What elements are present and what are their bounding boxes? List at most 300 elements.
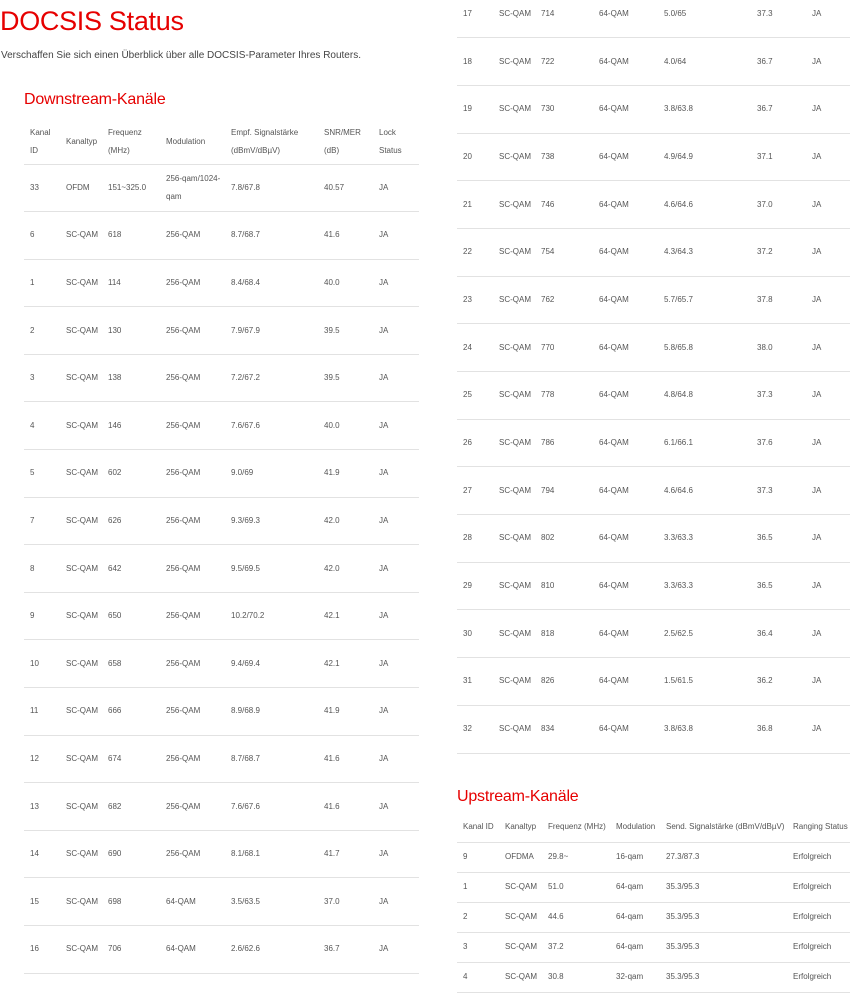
table-cell: SC-QAM xyxy=(499,438,531,448)
table-cell: 37.3 xyxy=(757,390,773,400)
downstream-row xyxy=(457,38,850,86)
table-cell: 256-QAM xyxy=(166,753,201,763)
downstream-header-row xyxy=(24,120,419,164)
page-subtitle: Verschaffen Sie sich einen Überblick über alle DOCSIS-Parameter Ihres Routers. xyxy=(1,50,361,61)
downstream-row xyxy=(24,545,419,593)
table-cell: SC-QAM xyxy=(499,724,531,734)
table-cell: 42.1 xyxy=(324,611,340,621)
table-cell: 3 xyxy=(30,373,35,383)
table-cell: 256-QAM xyxy=(166,325,201,335)
table-cell: 40.57 xyxy=(324,182,345,192)
table-cell: 4.0/64 xyxy=(664,56,687,66)
downstream-row xyxy=(24,307,419,355)
downstream-row xyxy=(24,688,419,736)
table-cell: SC-QAM xyxy=(505,972,537,981)
table-cell: 7.8/67.8 xyxy=(231,182,260,192)
downstream-row xyxy=(457,324,850,372)
table-cell: SC-QAM xyxy=(499,294,531,304)
table-cell: 36.2 xyxy=(757,676,773,686)
table-cell: JA xyxy=(379,611,389,621)
table-cell: 826 xyxy=(541,676,555,686)
table-cell: SC-QAM xyxy=(499,485,531,495)
table-cell: 786 xyxy=(541,438,555,448)
table-cell: 38.0 xyxy=(757,342,773,352)
table-cell: 810 xyxy=(541,581,555,591)
table-cell: 3.8/63.8 xyxy=(664,724,693,734)
upstream-row xyxy=(457,842,850,872)
table-cell: SC-QAM xyxy=(66,277,98,287)
table-cell: 3.5/63.5 xyxy=(231,896,260,906)
table-cell: SC-QAM xyxy=(66,896,98,906)
table-cell: SC-QAM xyxy=(66,944,98,954)
table-cell: 26 xyxy=(463,438,472,448)
table-cell: 42.1 xyxy=(324,658,340,668)
table-cell: 35.3/95.3 xyxy=(666,972,700,981)
upstream-header-row xyxy=(457,813,850,842)
table-cell: 1.5/61.5 xyxy=(664,676,693,686)
column-header: Kanaltyp xyxy=(505,822,537,832)
column-header: Empf. Signalstärke (dBmV/dBµV) xyxy=(231,127,299,155)
column-header: Frequenz (MHz) xyxy=(548,822,606,832)
table-cell: SC-QAM xyxy=(66,325,98,335)
table-cell: SC-QAM xyxy=(499,390,531,400)
column-header: Kanaltyp xyxy=(66,136,98,146)
table-cell: JA xyxy=(812,628,822,638)
table-cell: SC-QAM xyxy=(499,104,531,114)
table-cell: 30.8 xyxy=(548,972,564,981)
table-cell: 7.6/67.6 xyxy=(231,420,260,430)
table-cell: 256-QAM xyxy=(166,515,201,525)
table-cell: 15 xyxy=(30,896,39,906)
table-cell: 5.8/65.8 xyxy=(664,342,693,352)
table-cell: 9 xyxy=(463,852,468,861)
upstream-row xyxy=(457,902,850,932)
table-cell: SC-QAM xyxy=(66,801,98,811)
downstream-row xyxy=(457,419,850,467)
table-cell: JA xyxy=(812,8,822,18)
table-cell: 256-QAM xyxy=(166,611,201,621)
downstream-row xyxy=(457,0,850,38)
table-cell: SC-QAM xyxy=(499,151,531,161)
downstream-row xyxy=(24,354,419,402)
table-cell: 4.6/64.6 xyxy=(664,485,693,495)
table-cell: 151~325.0 xyxy=(108,182,147,192)
table-cell: 7.6/67.6 xyxy=(231,801,260,811)
table-cell: SC-QAM xyxy=(505,882,537,891)
table-cell: 37.2 xyxy=(757,247,773,257)
table-cell: SC-QAM xyxy=(66,515,98,525)
table-cell: 3.8/63.8 xyxy=(664,104,693,114)
column-header: Kanal ID xyxy=(463,822,494,832)
table-cell: 674 xyxy=(108,753,122,763)
table-cell: SC-QAM xyxy=(499,56,531,66)
table-cell: Erfolgreich xyxy=(793,972,832,981)
column-header: Send. Signalstärke (dBmV/dBµV) xyxy=(666,822,785,832)
table-cell: JA xyxy=(379,325,389,335)
table-cell: SC-QAM xyxy=(66,611,98,621)
table-cell: SC-QAM xyxy=(66,658,98,668)
table-cell: 770 xyxy=(541,342,555,352)
downstream-table-continued xyxy=(457,0,850,754)
table-cell: 64-QAM xyxy=(599,151,629,161)
table-cell: 3.3/63.3 xyxy=(664,533,693,543)
table-cell: JA xyxy=(379,706,389,716)
upstream-table xyxy=(457,813,850,993)
table-cell: 682 xyxy=(108,801,122,811)
table-cell: 2.6/62.6 xyxy=(231,944,260,954)
downstream-section-title: Downstream-Kanäle xyxy=(24,91,166,108)
table-cell: 39.5 xyxy=(324,373,340,383)
table-cell: 29 xyxy=(463,581,472,591)
downstream-row xyxy=(457,658,850,706)
table-cell: JA xyxy=(379,182,389,192)
table-cell: 36.7 xyxy=(757,104,773,114)
table-cell: 42.0 xyxy=(324,563,340,573)
table-cell: 40.0 xyxy=(324,277,340,287)
table-cell: 64-QAM xyxy=(599,247,629,257)
table-cell: 738 xyxy=(541,151,555,161)
downstream-row xyxy=(24,640,419,688)
table-cell: 36.4 xyxy=(757,628,773,638)
table-cell: 64-QAM xyxy=(599,628,629,638)
table-cell: 25 xyxy=(463,390,472,400)
table-cell: 16 xyxy=(30,944,39,954)
table-cell: 8.9/68.9 xyxy=(231,706,260,716)
page-title: DOCSIS Status xyxy=(0,6,184,36)
table-cell: 618 xyxy=(108,230,122,240)
table-cell: JA xyxy=(812,294,822,304)
downstream-row xyxy=(457,705,850,753)
downstream-row xyxy=(457,276,850,324)
table-cell: 1 xyxy=(463,882,468,891)
table-cell: 690 xyxy=(108,849,122,859)
table-cell: 4.6/64.6 xyxy=(664,199,693,209)
table-cell: 5 xyxy=(30,468,35,478)
table-cell: 39.5 xyxy=(324,325,340,335)
column-header: Kanal ID xyxy=(30,127,51,155)
downstream-row xyxy=(457,467,850,515)
table-cell: 2 xyxy=(463,912,468,921)
table-cell: 19 xyxy=(463,104,472,114)
table-cell: 64-QAM xyxy=(599,342,629,352)
table-cell: 17 xyxy=(463,8,472,18)
table-cell: SC-QAM xyxy=(66,849,98,859)
table-cell: 8.7/68.7 xyxy=(231,230,260,240)
table-cell: 256-QAM xyxy=(166,277,201,287)
table-cell: 8.4/68.4 xyxy=(231,277,260,287)
table-cell: 14 xyxy=(30,849,39,859)
column-header: Ranging Status xyxy=(793,822,848,832)
table-cell: 256-QAM xyxy=(166,706,201,716)
table-cell: 27.3/87.3 xyxy=(666,852,700,861)
table-cell: 64-QAM xyxy=(599,390,629,400)
downstream-row xyxy=(24,926,419,974)
table-cell: 33 xyxy=(30,182,39,192)
table-cell: 626 xyxy=(108,515,122,525)
table-cell: SC-QAM xyxy=(499,676,531,686)
table-cell: 41.6 xyxy=(324,753,340,763)
table-cell: 256-QAM xyxy=(166,420,201,430)
table-cell: 40.0 xyxy=(324,420,340,430)
table-cell: 32 xyxy=(463,724,472,734)
table-cell: 658 xyxy=(108,658,122,668)
table-cell: SC-QAM xyxy=(66,706,98,716)
table-cell: 37.1 xyxy=(757,151,773,161)
table-cell: JA xyxy=(379,944,389,954)
downstream-row xyxy=(24,783,419,831)
table-cell: 37.8 xyxy=(757,294,773,304)
table-cell: 36.8 xyxy=(757,724,773,734)
table-cell: JA xyxy=(379,896,389,906)
table-cell: 9.4/69.4 xyxy=(231,658,260,668)
table-cell: 256-qam/1024-qam xyxy=(166,173,221,201)
table-cell: 642 xyxy=(108,563,122,573)
table-cell: 37.3 xyxy=(757,8,773,18)
column-header: Lock Status xyxy=(379,127,402,155)
downstream-row xyxy=(457,181,850,229)
table-cell: JA xyxy=(812,533,822,543)
table-cell: 130 xyxy=(108,325,122,335)
table-cell: JA xyxy=(812,199,822,209)
table-cell: SC-QAM xyxy=(499,628,531,638)
table-cell: 7.9/67.9 xyxy=(231,325,260,335)
table-cell: 64-QAM xyxy=(599,294,629,304)
column-header: Modulation xyxy=(616,822,656,832)
table-cell: 37.2 xyxy=(548,942,564,951)
table-cell: 42.0 xyxy=(324,515,340,525)
table-cell: 41.9 xyxy=(324,468,340,478)
table-cell: JA xyxy=(379,658,389,668)
table-cell: JA xyxy=(379,753,389,763)
table-cell: 6.1/66.1 xyxy=(664,438,693,448)
table-cell: 10 xyxy=(30,658,39,668)
table-cell: 35.3/95.3 xyxy=(666,882,700,891)
table-cell: 31 xyxy=(463,676,472,686)
table-cell: JA xyxy=(812,56,822,66)
downstream-row xyxy=(24,830,419,878)
table-cell: 794 xyxy=(541,485,555,495)
column-header: Frequenz (MHz) xyxy=(108,127,142,155)
table-cell: 1 xyxy=(30,277,35,287)
table-cell: JA xyxy=(379,515,389,525)
table-cell: JA xyxy=(812,676,822,686)
table-cell: 64-QAM xyxy=(166,896,196,906)
table-cell: 64-QAM xyxy=(599,56,629,66)
table-cell: SC-QAM xyxy=(66,373,98,383)
table-cell: 2 xyxy=(30,325,35,335)
table-cell: 834 xyxy=(541,724,555,734)
table-cell: 8.7/68.7 xyxy=(231,753,260,763)
table-cell: SC-QAM xyxy=(66,563,98,573)
table-cell: 16-qam xyxy=(616,852,644,861)
table-cell: 64-qam xyxy=(616,912,644,921)
table-cell: 27 xyxy=(463,485,472,495)
table-cell: SC-QAM xyxy=(66,230,98,240)
table-cell: 256-QAM xyxy=(166,468,201,478)
table-cell: SC-QAM xyxy=(499,8,531,18)
table-cell: 36.7 xyxy=(324,944,340,954)
table-cell: 666 xyxy=(108,706,122,716)
table-cell: JA xyxy=(379,277,389,287)
upstream-section-title: Upstream-Kanäle xyxy=(457,788,579,805)
table-cell: 37.6 xyxy=(757,438,773,448)
table-cell: 51.0 xyxy=(548,882,564,891)
table-cell: 9.5/69.5 xyxy=(231,563,260,573)
table-cell: 650 xyxy=(108,611,122,621)
table-cell: 64-qam xyxy=(616,882,644,891)
table-cell: SC-QAM xyxy=(505,912,537,921)
downstream-row xyxy=(24,592,419,640)
table-cell: 36.5 xyxy=(757,533,773,543)
table-cell: 44.6 xyxy=(548,912,564,921)
downstream-row xyxy=(457,372,850,420)
table-cell: 64-QAM xyxy=(599,199,629,209)
table-cell: 18 xyxy=(463,56,472,66)
table-cell: SC-QAM xyxy=(66,468,98,478)
table-cell: 4.3/64.3 xyxy=(664,247,693,257)
table-cell: 7.2/67.2 xyxy=(231,373,260,383)
upstream-row xyxy=(457,932,850,962)
downstream-row xyxy=(24,212,419,260)
table-cell: 4 xyxy=(463,972,468,981)
table-cell: JA xyxy=(812,724,822,734)
downstream-row xyxy=(24,878,419,926)
table-cell: 762 xyxy=(541,294,555,304)
table-cell: JA xyxy=(812,104,822,114)
table-cell: 41.9 xyxy=(324,706,340,716)
table-cell: JA xyxy=(812,151,822,161)
downstream-row xyxy=(24,450,419,498)
table-cell: 714 xyxy=(541,8,555,18)
table-cell: 64-QAM xyxy=(599,581,629,591)
table-cell: Erfolgreich xyxy=(793,882,832,891)
table-cell: 7 xyxy=(30,515,35,525)
table-cell: 138 xyxy=(108,373,122,383)
table-cell: 37.0 xyxy=(324,896,340,906)
table-cell: 146 xyxy=(108,420,122,430)
upstream-row xyxy=(457,872,850,902)
table-cell: 35.3/95.3 xyxy=(666,912,700,921)
table-cell: 114 xyxy=(108,277,121,287)
table-cell: Erfolgreich xyxy=(793,852,832,861)
table-cell: 256-QAM xyxy=(166,230,201,240)
table-cell: 818 xyxy=(541,628,555,638)
column-header: SNR/MER (dB) xyxy=(324,127,361,155)
downstream-row xyxy=(457,228,850,276)
table-cell: JA xyxy=(379,230,389,240)
table-cell: 21 xyxy=(463,199,472,209)
table-cell: 37.3 xyxy=(757,485,773,495)
table-cell: 12 xyxy=(30,753,39,763)
table-cell: 64-QAM xyxy=(599,8,629,18)
table-cell: 32-qam xyxy=(616,972,644,981)
table-cell: 4 xyxy=(30,420,35,430)
table-cell: 41.6 xyxy=(324,801,340,811)
table-cell: 29.8~ xyxy=(548,852,569,861)
table-cell: 4.8/64.8 xyxy=(664,390,693,400)
table-cell: 730 xyxy=(541,104,555,114)
table-cell: 41.6 xyxy=(324,230,340,240)
table-cell: JA xyxy=(812,438,822,448)
table-cell: JA xyxy=(379,849,389,859)
table-cell: 5.7/65.7 xyxy=(664,294,693,304)
table-cell: 36.5 xyxy=(757,581,773,591)
table-cell: 20 xyxy=(463,151,472,161)
table-cell: 8.1/68.1 xyxy=(231,849,260,859)
table-cell: JA xyxy=(812,390,822,400)
table-cell: OFDM xyxy=(66,182,90,192)
table-cell: 602 xyxy=(108,468,122,478)
table-cell: 64-QAM xyxy=(166,944,196,954)
table-cell: Erfolgreich xyxy=(793,912,832,921)
table-cell: 10.2/70.2 xyxy=(231,611,265,621)
table-cell: 3.3/63.3 xyxy=(664,581,693,591)
upstream-row xyxy=(457,962,850,992)
table-cell: 256-QAM xyxy=(166,373,201,383)
table-cell: 11 xyxy=(30,706,39,716)
table-cell: 9 xyxy=(30,611,35,621)
table-cell: 13 xyxy=(30,801,39,811)
table-cell: JA xyxy=(812,581,822,591)
table-cell: 64-QAM xyxy=(599,438,629,448)
table-cell: SC-QAM xyxy=(499,581,531,591)
downstream-row xyxy=(24,259,419,307)
table-cell: 706 xyxy=(108,944,122,954)
table-cell: SC-QAM xyxy=(499,199,531,209)
table-cell: SC-QAM xyxy=(505,942,537,951)
table-cell: 64-QAM xyxy=(599,676,629,686)
table-cell: JA xyxy=(812,342,822,352)
table-cell: 9.0/69 xyxy=(231,468,254,478)
table-cell: 4.9/64.9 xyxy=(664,151,693,161)
table-cell: 36.7 xyxy=(757,56,773,66)
table-cell: 64-QAM xyxy=(599,533,629,543)
downstream-row xyxy=(457,85,850,133)
table-cell: 8 xyxy=(30,563,35,573)
table-cell: 28 xyxy=(463,533,472,543)
table-cell: 30 xyxy=(463,628,472,638)
table-cell: SC-QAM xyxy=(499,247,531,257)
table-cell: 64-QAM xyxy=(599,485,629,495)
table-cell: 256-QAM xyxy=(166,849,201,859)
table-cell: JA xyxy=(812,485,822,495)
downstream-row xyxy=(457,610,850,658)
table-cell: 746 xyxy=(541,199,555,209)
table-cell: 9.3/69.3 xyxy=(231,515,260,525)
table-cell: JA xyxy=(379,468,389,478)
table-cell: 35.3/95.3 xyxy=(666,942,700,951)
table-cell: JA xyxy=(379,801,389,811)
downstream-row xyxy=(24,735,419,783)
table-cell: 256-QAM xyxy=(166,801,201,811)
table-cell: 41.7 xyxy=(324,849,340,859)
table-cell: JA xyxy=(379,563,389,573)
downstream-row xyxy=(24,164,419,212)
table-cell: SC-QAM xyxy=(499,342,531,352)
table-cell: 3 xyxy=(463,942,468,951)
table-cell: 5.0/65 xyxy=(664,8,687,18)
table-cell: JA xyxy=(812,247,822,257)
table-cell: 722 xyxy=(541,56,555,66)
downstream-row xyxy=(457,562,850,610)
table-cell: 37.0 xyxy=(757,199,773,209)
downstream-row xyxy=(24,497,419,545)
column-header: Modulation xyxy=(166,136,206,146)
downstream-row xyxy=(24,402,419,450)
table-cell: OFDMA xyxy=(505,852,534,861)
table-cell: 6 xyxy=(30,230,35,240)
table-cell: JA xyxy=(379,373,389,383)
